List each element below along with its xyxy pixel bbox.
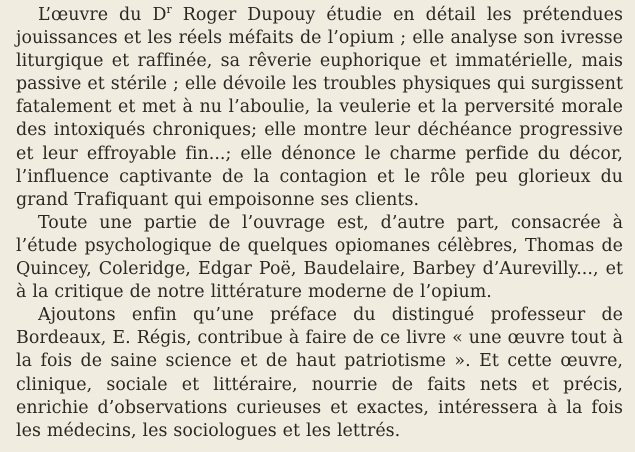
paragraph-1-text-rest: Roger Dupouy étudie en détail les prétendues jouissances et les réels méfaits de l’opium ; elle analyse son ivresse liturgique et raffinée, sa rêverie euphorique et immatérielle, mais passive et stérile ; elle dévoile les troubles physiques qui surgissent fatalement et met à nu l’aboulie, la veulerie et la perversité morale des intoxiqués chroniques; elle montre leur déchéance progressive et leur effroyable fin...; elle dénonce le charme perfide du décor, l’influence captivante de la contagion et le rôle peu glorieux du grand Trafiquant qui empoisonne ses clients. (16, 5, 623, 210)
paragraph-3: Ajoutons enfin qu’une préface du distingué professeur de Bordeaux, E. Régis, contribue à faire de ce livre « une œuvre tout à la fois de saine science et de haut patriotisme ». Et cette œuvre, clinique, sociale et littéraire, nourrie de faits nets et précis, enrichie d’observations curieuses et exactes, intéressera à la fois les médecins, les sociologues et les lettrés. (16, 305, 623, 441)
doctor-abbreviation-superscript: r (166, 3, 172, 17)
paragraph-1-text-start: L’œuvre du D (38, 5, 167, 25)
paragraph-1 (16, 4, 623, 212)
paragraph-2: Toute une partie de l’ouvrage est, d’autre part, consacrée à l’étude psychologique de quelques opiomanes célèbres, Thomas de Quincey, Coleridge, Edgar Poë, Baudelaire, Barbey d’Aurevilly..., et à la critique de notre littérature moderne de l’opium. (16, 212, 623, 303)
